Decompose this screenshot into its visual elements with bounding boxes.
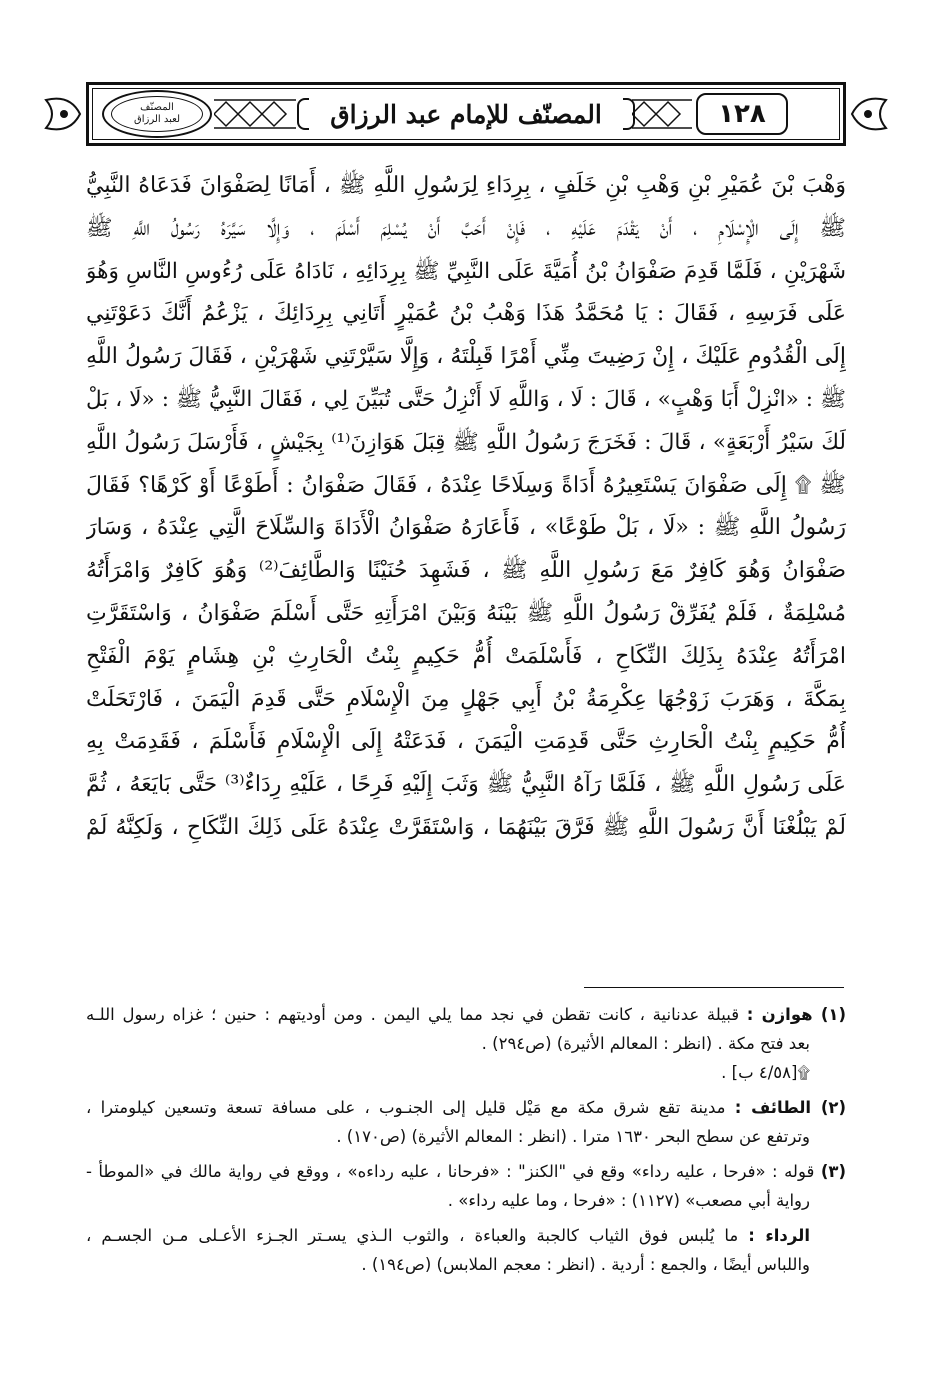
seal-line-2: لعبد الرزاق (133, 114, 181, 125)
footnote-2-label: (٢) الطائف : (734, 1098, 846, 1117)
footnote-1-line-3: ۩[٤/٥٨ ب] . (721, 1063, 810, 1082)
seal-line-1: المصنّف (140, 102, 174, 113)
footnote-1-line-1 (86, 1000, 846, 1029)
text-line: رَسُولُ اللَّهِ ﷺ : «لَا ، بَلْ طَوْعًا» ، فَأَعَارَهُ صَفْوَانُ الْأَدَاةَ وَالسِّلَاحَ الَّتِي عِنْدَهُ ، وَسَارَ (86, 515, 846, 541)
text-line: إِلَى الْقُدُومِ عَلَيْكَ ، إِنْ رَضِيتَ مِنِّي أَمْرًا قَبِلْتَهُ ، وَإِلَّا سَيَّرْتَنِي شَهْرَيْنِ ، فَقَالَ رَسُولُ اللَّهِ (86, 344, 846, 370)
text-line: لَكَ سَيْرُ أَرْبَعَةٍ» ، قَالَ : فَخَرَجَ رَسُولُ اللَّهِ ﷺ قِبَلَ هَوَازِنَ⁽¹⁾ بِجَيْشٍ ، فَأَرْسَلَ رَسُولُ اللَّهِ (86, 429, 846, 455)
main-text (86, 165, 846, 850)
text-line: ﷺ ۩ إِلَى صَفْوَانَ يَسْتَعِيرُهُ أَدَاةً وَسِلَاحًا عِنْدَهُ ، فَقَالَ صَفْوَانُ : أَطَوْعًا أَوْ كَرْهًا؟ فَقَالَ (86, 472, 846, 498)
text-line: صَفْوَانُ وَهُوَ كَافِرٌ مَعَ رَسُولِ اللَّهِ ﷺ ، فَشَهِدَ حُنَيْنًا وَالطَّائِفَ⁽²⁾ وَهُوَ كَافِرٌ وَامْرَأَتُهُ (86, 558, 846, 584)
text-line: عَلَى فَرَسِهِ ، فَقَالَ : يَا مُحَمَّدُ هَذَا وَهْبُ بْنُ عُمَيْرٍ أَتَانِي بِرِدَائِكَ ، يَزْعُمُ أَنَّكَ دَعَوْتَنِي (86, 301, 846, 327)
footnote-2-line-1 (86, 1093, 846, 1122)
text-line: ﷺ إِلَى الْإِسْلَامِ ، أَنْ يَقْدَمَ عَلَيْهِ ، فَإِنْ أَحَبَّ أَنْ يُسْلِمَ أَسْلَمَ ، وَإِلَّا سَيَّرَهُ رَسُولُ اللَّهِ ﷺ (86, 215, 846, 241)
text-line: مُسْلِمَةٌ ، فَلَمْ يُفَرِّقْ رَسُولُ اللَّهِ ﷺ بَيْنَهُ وَبَيْنَ امْرَأَتِهِ حَتَّى أَسْلَمَ صَفْوَانُ ، وَاسْتَقَرَّتِ (86, 600, 846, 626)
running-title: المصنّف للإمام عبد الرزاق (301, 92, 631, 136)
text-line: ﷺ : «انْزِلْ أَبَا وَهْبٍ» ، قَالَ : لَا ، وَاللَّهِ لَا أَنْزِلُ حَتَّى تُبَيِّنَ لِي ، فَقَالَ النَّبِيُّ ﷺ : «لَا ، بَلْ (86, 386, 846, 412)
text-line: وَهْبَ بْنَ عُمَيْرِ بْنِ وَهْبِ بْنِ خَلَفٍ ، بِرِدَاءِ لِرَسُولِ اللَّهِ ﷺ ، أَمَانًا لِصَفْوَانَ فَدَعَاهُ النَّبِيُّ (86, 173, 846, 198)
footnote-3b-line-2: واللباس أيضًا ، والجمع : أردية . (انظر : معجم الملابس) (ص١٩٤) . (361, 1255, 810, 1274)
text-line: أُمُّ حَكِيمٍ بِنْتُ الْحَارِثِ حَتَّى قَدِمَتِ الْيَمَنَ ، فَدَعَتْهُ إِلَى الْإِسْلَامِ فَأَسْلَمَ ، فَقَدِمَتْ بِهِ (86, 729, 846, 755)
text-line: بِمَكَّةَ ، وَهَرَبَ زَوْجُهَا عِكْرِمَةُ بْنُ أَبِي جَهْلٍ مِنَ الْإِسْلَامِ حَتَّى قَدِمَ الْيَمَنَ ، فَارْتَحَلَتْ (86, 686, 846, 712)
text-line: لَمْ يَبْلُغْنَا أَنَّ رَسُولَ اللَّهِ ﷺ فَرَّقَ بَيْنَهُمَا ، وَاسْتَقَرَّتْ عِنْدَهُ عَلَى ذَلِكَ النِّكَاحِ ، وَلَكِنَّهُ لَمْ (86, 814, 846, 840)
footnote-2-line-2: وترتفع عن سطح البحر ١٦٣٠ مترا . (انظر : المعالم الأثيرة) (ص١٧٠) . (336, 1127, 810, 1146)
footnotes (86, 1000, 846, 1279)
book-seal (102, 90, 212, 138)
page-header (86, 82, 846, 146)
right-band-ornament-icon (632, 96, 692, 132)
page-number: ١٢٨ (696, 93, 788, 135)
left-band-ornament-icon (214, 96, 296, 132)
footnote-1-label: (١) هوازن : (746, 1005, 846, 1024)
footnote-3-line-1 (86, 1157, 846, 1186)
text-line: عَلَى رَسُولِ اللَّهِ ﷺ ، فَلَمَّا رَآهُ النَّبِيُّ ﷺ وَثَبَ إِلَيْهِ فَرِحًا ، عَلَيْهِ رِدَاءٌ⁽³⁾ حَتَّى بَايَعَهُ ، ثُمَّ (86, 772, 846, 798)
footnote-2-text: مدينة تقع شرق مكة مع مَيْل قليل إلى الجنـوب ، على مسافة تسعة وتسعين كيلومترا ، (86, 1098, 726, 1117)
footnote-separator (584, 987, 844, 988)
footnote-3b-line-1 (86, 1221, 846, 1250)
footnote-3b-text: ما يُلبس فوق الثياب كالجبة والعباءة ، والثوب الـذي يسـتر الجـزء الأعـلى مـن الجسـم ، (86, 1226, 739, 1245)
footnote-3-label: (٣) (820, 1162, 846, 1181)
right-ornament-icon (848, 90, 890, 138)
footnote-1-text: قبيلة عدنانية ، كانت تقطن في نجد مما يلي اليمن . ومن أوديتهم : حنين ؛ غزاه رسول اللـه (86, 1005, 740, 1024)
text-line: امْرَأَتُهُ عِنْدَهُ بِذَلِكَ النِّكَاحِ ، فَأَسْلَمَتْ أُمُّ حَكِيمٍ بِنْتُ الْحَارِثِ بْنِ هِشَامٍ يَوْمَ الْفَتْحِ (86, 643, 846, 669)
left-ornament-icon (42, 90, 84, 138)
footnote-3-line-2: رواية أبي مصعب» (١١٢٧) : «فرحا ، وما عليه رداء» . (447, 1191, 810, 1210)
text-line: شَهْرَيْنِ ، فَلَمَّا قَدِمَ صَفْوَانُ بْنُ أُمَيَّةَ عَلَى النَّبِيِّ ﷺ بِرِدَائِهِ ، نَادَاهُ عَلَى رُءُوسِ النَّاسِ وَهُوَ (86, 258, 846, 284)
footnote-3-text: قوله : «فرحا ، عليه رداء» وقع في "الكنز" : «فرحانا ، عليه رداءه» ، ووقع في رواية مالك في «الموطأ - (86, 1162, 815, 1181)
book-seal-inner (111, 96, 203, 132)
footnote-3b-label: الرداء : (748, 1226, 810, 1245)
footnote-1-line-2: بعد فتح مكة . (انظر : المعالم الأثيرة) (ص٢٩٤) . (481, 1034, 810, 1053)
